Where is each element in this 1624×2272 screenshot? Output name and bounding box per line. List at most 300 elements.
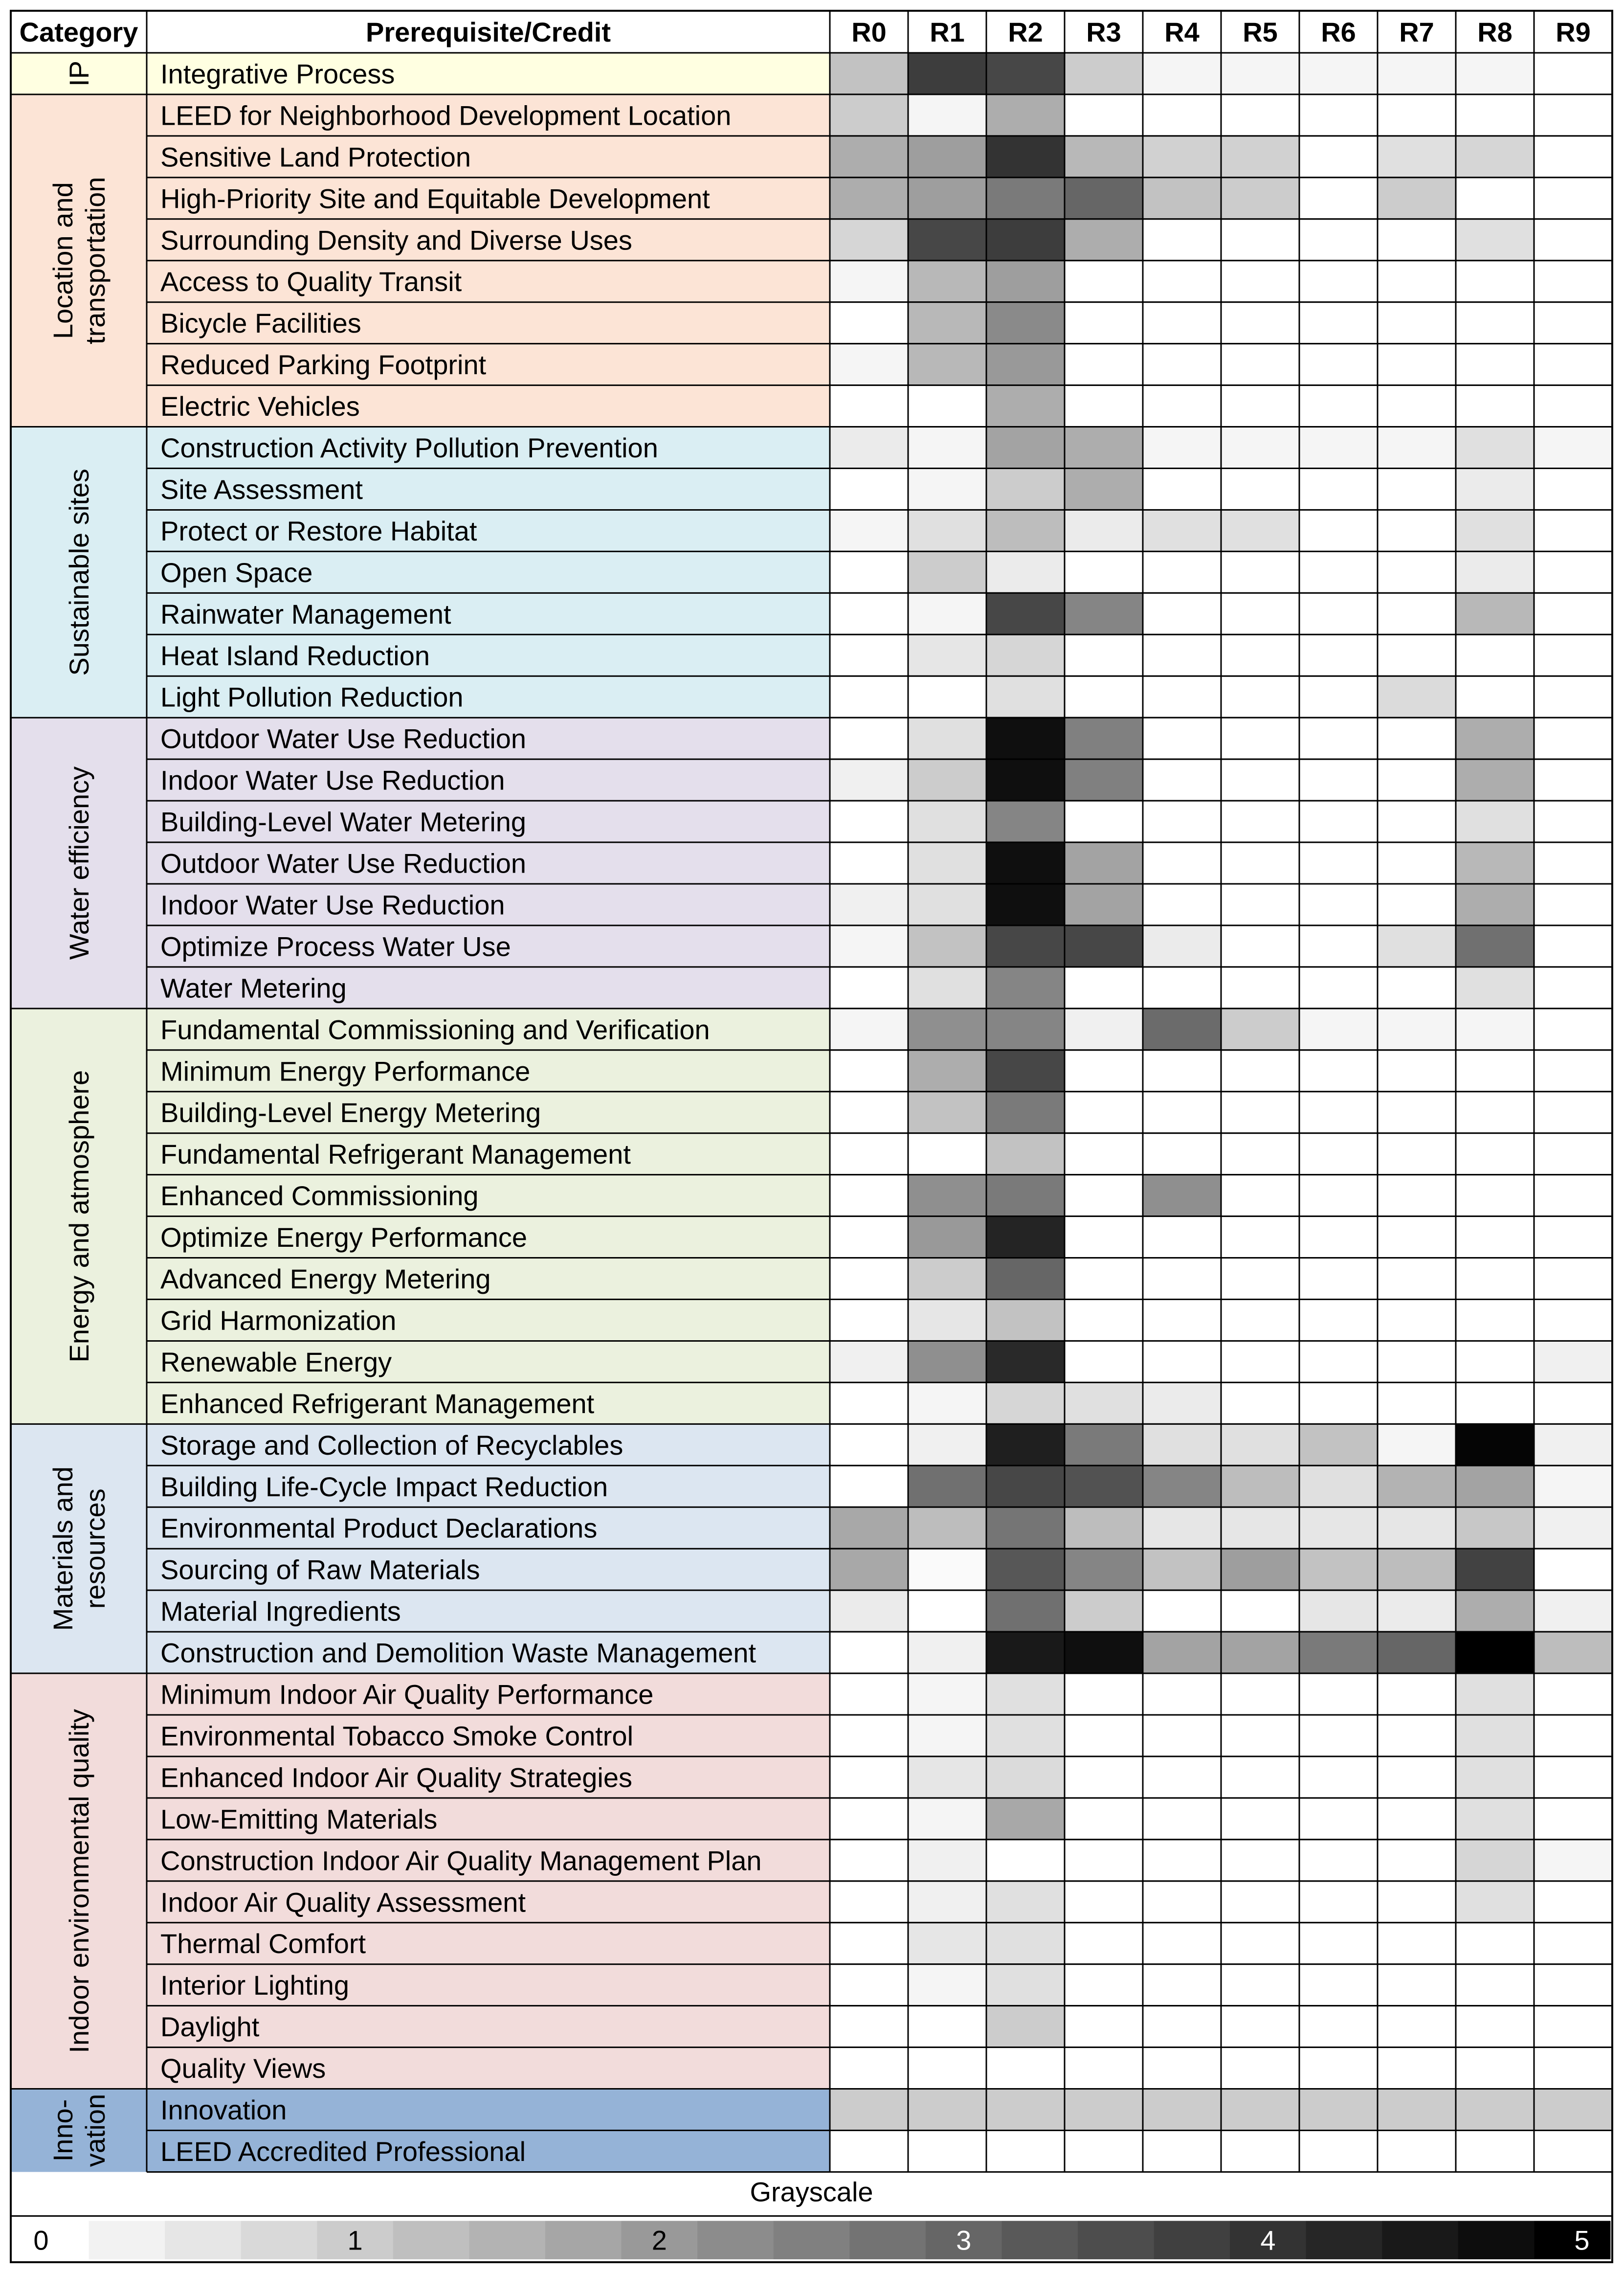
heat-cell [1143,2131,1221,2172]
heat-cell [830,178,908,219]
heat-cell [830,219,908,261]
heat-cell [1299,1300,1378,1341]
heat-cell [1534,593,1612,634]
heat-cell [1143,344,1221,385]
heat-cell [830,1923,908,1964]
credit-label: LEED Accredited Professional [160,2136,526,2167]
heat-cell [1065,302,1143,344]
heat-cell [1456,593,1534,634]
credit-label: Electric Vehicles [160,391,360,422]
heat-cell [1456,1009,1534,1050]
heat-cell [1456,967,1534,1009]
heat-cell [1299,925,1378,967]
heat-cell [830,53,908,94]
heat-cell [1221,759,1299,801]
heat-cell [1299,94,1378,136]
heat-cell [830,1465,908,1507]
heat-cell [1143,551,1221,593]
heat-cell [986,385,1065,427]
heat-cell [1456,2131,1534,2172]
heat-cell [1143,1382,1221,1424]
credit-label: Storage and Collection of Recyclables [160,1429,623,1461]
heat-cell [908,53,986,94]
legend-tick-label: 4 [1260,2225,1276,2256]
credit-label: Sensitive Land Protection [160,141,471,173]
heat-cell [1221,1923,1299,1964]
heat-cell [1065,1009,1143,1050]
legend-swatch [697,2221,774,2259]
heat-cell [908,884,986,925]
heat-cell [1456,1258,1534,1300]
heat-cell [1534,427,1612,469]
heat-cell [908,469,986,510]
credit-label: Water Metering [160,972,347,1004]
heat-cell [830,1175,908,1216]
legend-swatch [393,2221,469,2259]
heat-cell [1143,1175,1221,1216]
heat-cell [1456,261,1534,302]
heat-cell [1456,2047,1534,2089]
heat-cell [1143,2047,1221,2089]
heat-cell [986,1424,1065,1465]
credit-label: Minimum Indoor Air Quality Performance [160,1679,654,1710]
heat-cell [1065,842,1143,884]
heat-cell [1534,925,1612,967]
heat-cell [1456,884,1534,925]
heat-cell [1299,634,1378,676]
legend-swatch [1078,2221,1154,2259]
credit-label: Daylight [160,2011,260,2043]
heat-cell [986,469,1065,510]
heat-cell [830,1964,908,2006]
heat-cell [1221,1424,1299,1465]
credit-label: Indoor Water Use Reduction [160,765,505,796]
heat-cell [1065,2006,1143,2047]
heat-cell [1378,344,1456,385]
category-band [11,53,830,94]
heat-cell [1143,1009,1221,1050]
heat-cell [1221,1133,1299,1175]
heat-cell [1456,1756,1534,1798]
credit-label: Advanced Energy Metering [160,1263,491,1295]
heat-cell [1143,1632,1221,1673]
credit-label: Site Assessment [160,473,363,505]
heat-cell [1221,551,1299,593]
legend-swatch [13,2221,89,2259]
heat-cell [1221,302,1299,344]
heat-cell [1534,1009,1612,1050]
heat-cell [1221,1507,1299,1549]
heat-cell [830,1840,908,1881]
heat-cell [1065,2089,1143,2131]
credit-label: Enhanced Refrigerant Management [160,1388,595,1419]
heat-cell [986,884,1065,925]
credit-label: Renewable Energy [160,1346,392,1377]
heat-cell [1534,1341,1612,1382]
heat-cell [1456,302,1534,344]
heat-cell [1456,385,1534,427]
heat-cell [1221,1964,1299,2006]
heat-cell [1143,1590,1221,1632]
heat-cell [1299,1424,1378,1465]
heat-cell [986,551,1065,593]
heat-cell [1065,1175,1143,1216]
heat-cell [1378,302,1456,344]
heat-cell [1378,219,1456,261]
heat-cell [1143,593,1221,634]
heat-cell [1221,427,1299,469]
heat-cell [1143,842,1221,884]
heat-cell [986,1756,1065,1798]
heat-cell [1456,427,1534,469]
heat-cell [1299,842,1378,884]
heat-cell [1534,510,1612,551]
heat-cell [1143,1673,1221,1715]
heat-cell [1221,219,1299,261]
heat-cell [1065,1715,1143,1756]
heat-cell [1065,593,1143,634]
heat-cell [1299,1009,1378,1050]
heat-cell [1299,510,1378,551]
heat-cell [908,1923,986,1964]
credit-label: Grid Harmonization [160,1305,397,1336]
heat-cell [908,759,986,801]
heat-cell [1534,2131,1612,2172]
heat-cell [1221,718,1299,759]
heat-cell [1534,718,1612,759]
legend-swatch [1382,2221,1458,2259]
heat-cell [1534,1673,1612,1715]
heat-cell [1065,1424,1143,1465]
credit-label: Enhanced Indoor Air Quality Strategies [160,1762,633,1793]
heat-cell [1065,1798,1143,1840]
heat-cell [1143,1881,1221,1923]
heat-cell [1299,1216,1378,1258]
heat-cell [1221,94,1299,136]
heat-cell [1378,1881,1456,1923]
legend-tick-label: 3 [956,2225,972,2256]
heat-cell [908,1382,986,1424]
heat-cell [1378,1382,1456,1424]
heat-cell [1299,1175,1378,1216]
heat-cell [1534,261,1612,302]
heat-cell [1143,1092,1221,1133]
heat-cell [1299,2047,1378,2089]
credit-label: Rainwater Management [160,598,451,630]
heat-cell [1221,967,1299,1009]
heat-cell [1221,344,1299,385]
credit-label: Outdoor Water Use Reduction [160,848,527,879]
heat-cell [1534,1798,1612,1840]
heat-cell [986,1673,1065,1715]
heat-cell [986,967,1065,1009]
heat-cell [908,136,986,178]
heat-cell [986,718,1065,759]
heat-cell [1221,925,1299,967]
heat-cell [1143,1050,1221,1092]
heat-cell [1378,94,1456,136]
heat-cell [986,1133,1065,1175]
heat-cell [986,510,1065,551]
heat-cell [1534,1964,1612,2006]
heat-cell [1143,1923,1221,1964]
heat-cell [1534,1590,1612,1632]
heat-cell [1456,842,1534,884]
heat-cell [1065,676,1143,718]
heat-cell [1299,1465,1378,1507]
category-label: Inno-vation [47,2093,111,2167]
heat-cell [1065,1964,1143,2006]
heat-cell [1065,1923,1143,1964]
heat-cell [908,1133,986,1175]
heat-cell [830,344,908,385]
heat-cell [986,1549,1065,1590]
heat-cell [908,344,986,385]
heat-cell [1456,1382,1534,1424]
heat-cell [908,1798,986,1840]
heat-cell [1534,842,1612,884]
heat-cell [1299,1258,1378,1300]
heat-cell [1143,1964,1221,2006]
heat-cell [1221,1216,1299,1258]
heat-cell [1299,593,1378,634]
category-label-group [64,766,94,960]
credit-label: Fundamental Commissioning and Verification [160,1014,710,1045]
heat-cell [1143,302,1221,344]
heat-cell [1456,469,1534,510]
heat-cell [1065,1133,1143,1175]
heat-cell [1456,1715,1534,1756]
heat-cell [1143,1756,1221,1798]
column-header-r6: R6 [1321,17,1356,47]
heat-cell [1456,219,1534,261]
heat-cell [1065,759,1143,801]
heat-cell [986,1050,1065,1092]
heat-cell [1534,1050,1612,1092]
heat-cell [1065,1216,1143,1258]
heat-cell [1456,1507,1534,1549]
heat-cell [1143,1258,1221,1300]
heat-cell [986,53,1065,94]
heat-cell [1534,2089,1612,2131]
credit-label: Construction Indoor Air Quality Management Plan [160,1845,762,1876]
heat-cell [1534,1382,1612,1424]
heat-cell [908,1092,986,1133]
heat-cell [830,676,908,718]
heat-cell [1065,551,1143,593]
heat-cell [1534,1549,1612,1590]
heat-cell [830,1009,908,1050]
heat-cell [1299,261,1378,302]
heat-cell [1378,510,1456,551]
heat-cell [908,2047,986,2089]
heat-cell [1299,1756,1378,1798]
heat-cell [830,1881,908,1923]
heat-cell [908,385,986,427]
legend-title: Grayscale [750,2176,873,2207]
heat-cell [986,1507,1065,1549]
category-label-group [64,1709,94,2053]
heat-cell [986,1840,1065,1881]
heat-cell [1378,1507,1456,1549]
heat-cell [986,2131,1065,2172]
heat-cell [1065,884,1143,925]
heat-cell [908,1009,986,1050]
heat-cell [830,925,908,967]
credit-label: Construction Activity Pollution Prevention [160,432,658,464]
heat-cell [1534,178,1612,219]
heat-cell [1065,219,1143,261]
heat-cell [1065,2131,1143,2172]
heat-cell [1378,385,1456,427]
heat-cell [1378,2047,1456,2089]
heat-cell [1534,1175,1612,1216]
heat-cell [1378,1424,1456,1465]
heat-cell [1378,676,1456,718]
heat-cell [1534,1424,1612,1465]
credit-label: Building Life-Cycle Impact Reduction [160,1471,608,1502]
heat-cell [986,261,1065,302]
heat-cell [1065,1881,1143,1923]
heat-cell [1221,1465,1299,1507]
heat-cell [1456,1092,1534,1133]
credit-label: LEED for Neighborhood Development Location [160,100,732,131]
legend-tick-label: 2 [651,2225,667,2256]
heat-cell [1378,2131,1456,2172]
heat-cell [1456,1632,1534,1673]
heat-cell [1065,1300,1143,1341]
heat-cell [1534,53,1612,94]
heat-cell [1065,510,1143,551]
heat-cell [908,1175,986,1216]
heat-cell [1065,178,1143,219]
heat-cell [1534,344,1612,385]
heat-cell [830,551,908,593]
heat-cell [1299,1632,1378,1673]
credit-label: Protect or Restore Habitat [160,515,477,546]
heat-cell [986,759,1065,801]
heat-cell [830,1590,908,1632]
heat-cell [1456,1549,1534,1590]
legend-swatch [849,2221,926,2259]
heat-cell [908,1549,986,1590]
heat-cell [908,551,986,593]
heat-cell [1299,1507,1378,1549]
column-header-r1: R1 [930,17,965,47]
heat-cell [1221,1382,1299,1424]
credit-label: Environmental Tobacco Smoke Control [160,1720,634,1752]
heat-cell [1221,634,1299,676]
heat-cell [986,1300,1065,1341]
heat-cell [1221,884,1299,925]
heat-cell [1456,1964,1534,2006]
heat-cell [1221,1549,1299,1590]
heat-cell [1065,1258,1143,1300]
heat-cell [908,1507,986,1549]
heat-cell [1534,1300,1612,1341]
heat-cell [908,2006,986,2047]
heat-cell [908,925,986,967]
heat-cell [830,94,908,136]
heat-cell [1143,1341,1221,1382]
heat-cell [986,219,1065,261]
heat-cell [1534,2047,1612,2089]
heat-cell [1143,469,1221,510]
heat-cell [1456,634,1534,676]
heat-cell [1456,136,1534,178]
heat-cell [830,1092,908,1133]
credit-label: Low-Emitting Materials [160,1803,438,1835]
heat-cell [1456,676,1534,718]
heat-cell [1299,967,1378,1009]
legend-tick-label: 0 [33,2225,49,2256]
heat-cell [1299,385,1378,427]
heat-cell [1534,302,1612,344]
heat-cell [1221,2131,1299,2172]
heat-cell [1534,1756,1612,1798]
heat-cell [830,801,908,842]
heat-cell [1378,634,1456,676]
heat-cell [1221,1050,1299,1092]
heat-cell [1534,759,1612,801]
heat-cell [1143,1465,1221,1507]
category-label: IP [64,61,94,87]
legend-swatch [1001,2221,1078,2259]
heat-cell [908,676,986,718]
heat-cell [1378,1175,1456,1216]
heat-cell [1221,510,1299,551]
heat-cell [1299,1133,1378,1175]
heat-cell [986,1881,1065,1923]
category-label: Sustainable sites [64,469,94,676]
heat-cell [1221,178,1299,219]
heat-cell [1143,1798,1221,1840]
heat-cell [1221,676,1299,718]
heat-cell [908,2131,986,2172]
heat-cell [830,1216,908,1258]
heat-cell [830,1632,908,1673]
heat-cell [1378,759,1456,801]
heat-cell [986,842,1065,884]
heat-cell [1065,801,1143,842]
heat-cell [1065,1590,1143,1632]
heat-cell [1456,2006,1534,2047]
heat-cell [908,1840,986,1881]
heat-cell [1378,801,1456,842]
heat-cell [1299,676,1378,718]
heat-cell [1534,634,1612,676]
heat-cell [986,1964,1065,2006]
heat-cell [1534,676,1612,718]
heat-cell [1378,1258,1456,1300]
heat-cell [1221,2089,1299,2131]
heat-cell [908,801,986,842]
heat-cell [1221,1258,1299,1300]
heat-cell [1143,1216,1221,1258]
heat-cell [1299,1798,1378,1840]
heat-cell [1456,1175,1534,1216]
heat-cell [1143,1715,1221,1756]
heat-cell [1534,967,1612,1009]
column-header-r3: R3 [1086,17,1121,47]
heat-cell [986,925,1065,967]
heat-cell [1299,2131,1378,2172]
heat-cell [1378,1840,1456,1881]
heat-cell [908,1424,986,1465]
heat-cell [1299,1673,1378,1715]
heat-cell [1143,718,1221,759]
heat-cell [1065,1465,1143,1507]
